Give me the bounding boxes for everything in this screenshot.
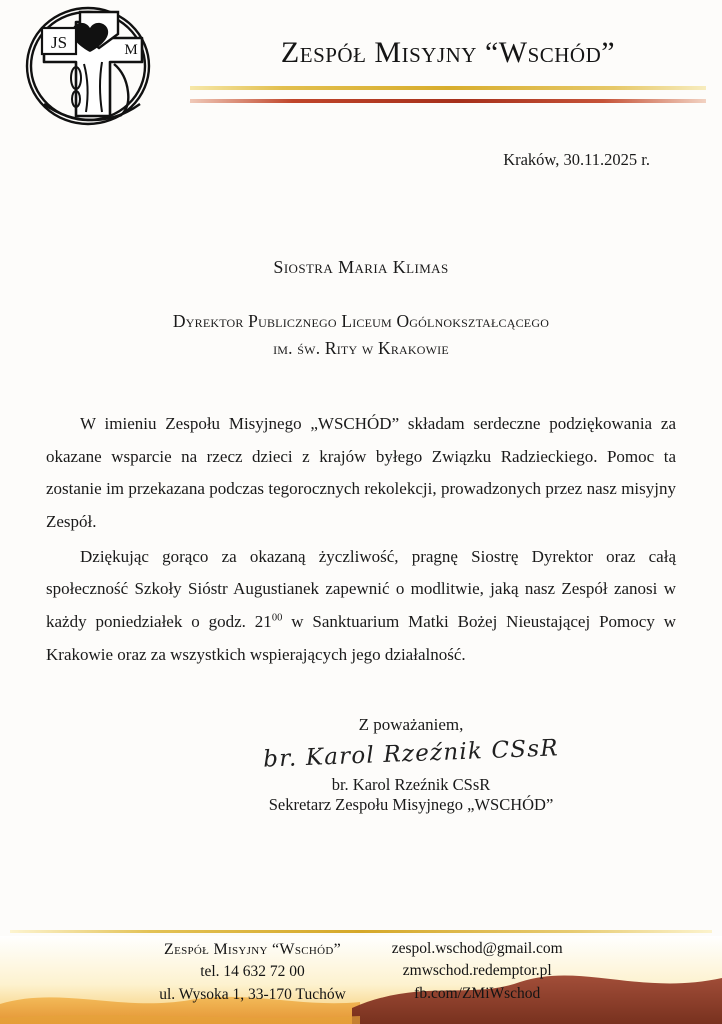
footer-address: ul. Wysoka 1, 33-170 Tuchów [159,985,346,1003]
closing-phrase: Z poważaniem, [358,715,464,735]
letter-date: Kraków, 30.11.2025 r. [503,150,650,169]
footer-contact-info [0,938,722,1006]
signature-block [46,715,676,815]
addressee-name: Siostra Maria Klimas [273,257,449,277]
handwritten-signature: br. Karol Rzeźnik CSsR [262,735,560,773]
paragraph-2-superscript: 00 [271,612,283,624]
letter-paragraph-1: W imieniu Zespołu Misyjnego „WSCHÓD” składam serdeczne podziękowania za okazane wsparcie na rzecz dzieci z krajów byłego Związku Radzieckiego. Pomoc ta zostanie im przekazana podczas tegorocznych rekolekcji, prowadzonych przez nasz misyjny Zespół. [46,414,676,532]
letter-paragraph-2 [46,541,676,672]
footer-org-name: Zespół Misyjny “Wschód” [164,941,342,958]
paragraph-2-part-2: w Sanktuarium Matki Bożej Nieustającej Pomocy w Krakowie oraz za wszystkich wspierających jego działalność. [46,611,676,664]
footer [0,916,722,1024]
header-gold-rule [190,86,706,90]
mission-emblem-icon [14,4,174,130]
signatory-name: br. Karol Rzeźnik CSsR [331,775,491,795]
footer-email[interactable]: zespol.wschod@gmail.com [391,940,563,957]
svg-text:JS: JS [50,33,68,52]
footer-website[interactable]: zmwschod.redemptor.pl [402,962,552,980]
header-red-rule [190,99,706,103]
organization-title: Zespół Misyjny “Wschód” [280,36,616,69]
footer-phone: tel. 14 632 72 00 [200,963,305,981]
signatory-role: Sekretarz Zespołu Misyjnego „WSCHÓD” [268,795,554,815]
footer-online-column [392,938,563,1006]
letter-body [46,408,676,671]
footer-gold-rule [10,930,712,933]
addressee-role-line-2: im. św. Rity w Krakowie [273,338,449,359]
addressee-block [46,254,676,362]
letterhead [0,0,722,118]
addressee-role-line-1: Dyrektor Publicznego Liceum Ogólnokształcącego [172,310,550,331]
footer-address-column [159,938,346,1006]
letter-page [0,150,722,815]
svg-text:M: M [124,42,138,58]
paragraph-2-part-1: Dziękując gorąco za okazaną życzliwość, pragnę Siostrę Dyrektor oraz całą społeczność Szkoły Sióstr Augustianek zapewnić o modlitwie, jaką nasz Zespół zanosi w każdy poniedziałek o godz. 21 [46,546,676,631]
footer-facebook[interactable]: fb.com/ZMiWschod [414,984,541,1002]
